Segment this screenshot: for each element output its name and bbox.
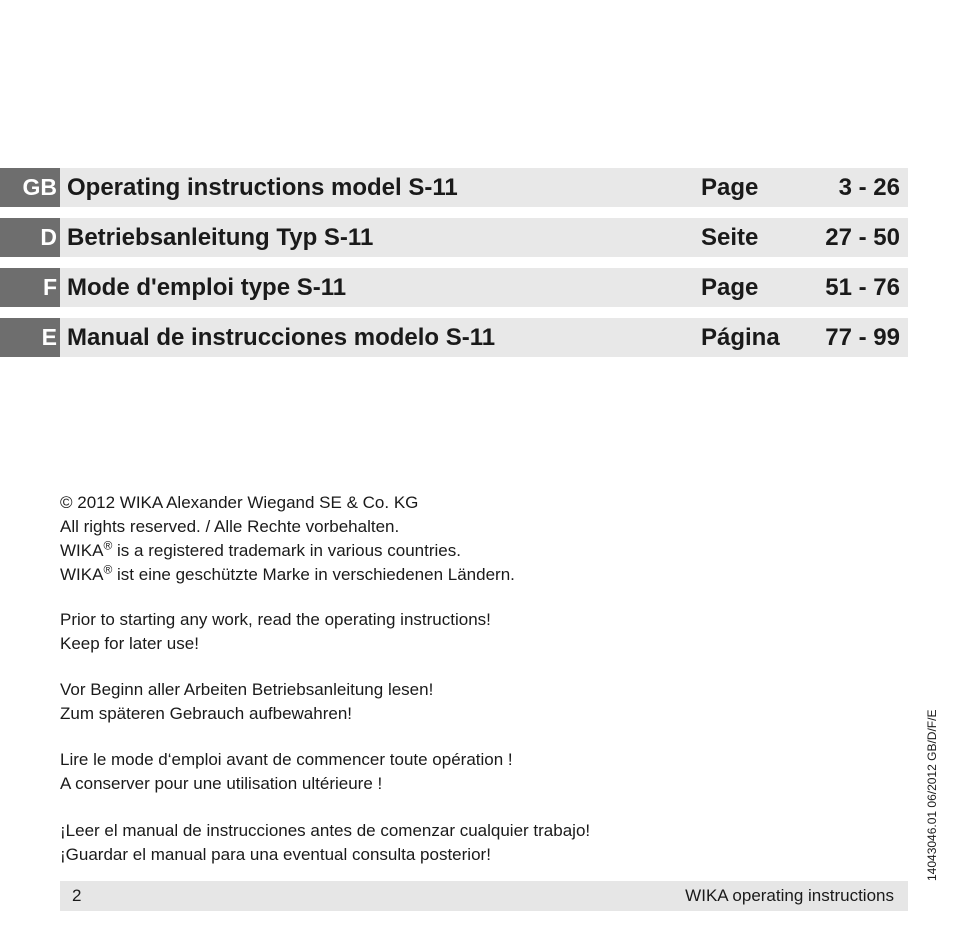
notice-es	[60, 819, 590, 867]
toc-title: Mode d'emploi type S-11	[67, 274, 347, 301]
notice-line: Prior to starting any work, read the operating instructions!	[60, 610, 491, 629]
toc-page-range: 27 - 50	[825, 224, 900, 251]
notice-line: Keep for later use!	[60, 634, 199, 653]
notice-line: Lire le mode d‘emploi avant de commencer toute opération !	[60, 750, 513, 769]
rights-line: All rights reserved. / Alle Rechte vorbehalten.	[60, 517, 400, 536]
toc-page-word: Página	[701, 324, 780, 351]
trademark-brand: WIKA	[60, 541, 104, 560]
copyright-line: © 2012 WIKA Alexander Wiegand SE & Co. KG	[60, 493, 419, 512]
page-number: 2	[72, 886, 82, 905]
toc-page-word: Page	[701, 174, 759, 201]
language-code: F	[0, 268, 60, 307]
page-footer	[60, 881, 908, 911]
notice-line: ¡Leer el manual de instrucciones antes de comenzar cualquier trabajo!	[60, 821, 591, 840]
toc-page-word: Page	[701, 274, 759, 301]
copyright-block	[60, 491, 515, 587]
notice-fr	[60, 748, 513, 796]
registered-symbol: ®	[103, 562, 113, 577]
registered-symbol: ®	[103, 538, 113, 553]
trademark-line-en	[60, 539, 515, 563]
document-code: 14043046.01 06/2012 GB/D/F/E	[925, 709, 939, 881]
language-code: D	[0, 218, 60, 257]
toc-row-f[interactable]	[0, 268, 908, 307]
toc-row-e[interactable]	[0, 318, 908, 357]
trademark-text: ist eine geschützte Marke in verschiedenen Ländern.	[112, 565, 515, 584]
trademark-brand: WIKA	[60, 565, 104, 584]
notice-line: Zum späteren Gebrauch aufbewahren!	[60, 704, 353, 723]
toc-row-d[interactable]	[0, 218, 908, 257]
notice-line: ¡Guardar el manual para una eventual consulta posterior!	[60, 845, 491, 864]
toc-page-range: 77 - 99	[825, 324, 900, 351]
trademark-text: is a registered trademark in various countries.	[112, 541, 461, 560]
notice-line: A conserver pour une utilisation ultérieure !	[60, 774, 383, 793]
toc-title: Manual de instrucciones modelo S-11	[67, 324, 496, 351]
toc-page-word: Seite	[701, 224, 759, 251]
notice-line: Vor Beginn aller Arbeiten Betriebsanleitung lesen!	[60, 680, 434, 699]
toc-title: Betriebsanleitung Typ S-11	[67, 224, 374, 251]
toc-title: Operating instructions model S-11	[67, 174, 458, 201]
toc-page-range: 51 - 76	[825, 274, 900, 301]
language-code: E	[0, 318, 60, 357]
notice-de	[60, 678, 433, 726]
footer-text: WIKA operating instructions	[685, 886, 894, 905]
toc-page-range: 3 - 26	[838, 174, 900, 201]
language-code: GB	[0, 168, 60, 207]
trademark-line-de	[60, 563, 515, 587]
toc-row-gb[interactable]	[0, 168, 908, 207]
notice-en	[60, 608, 491, 656]
